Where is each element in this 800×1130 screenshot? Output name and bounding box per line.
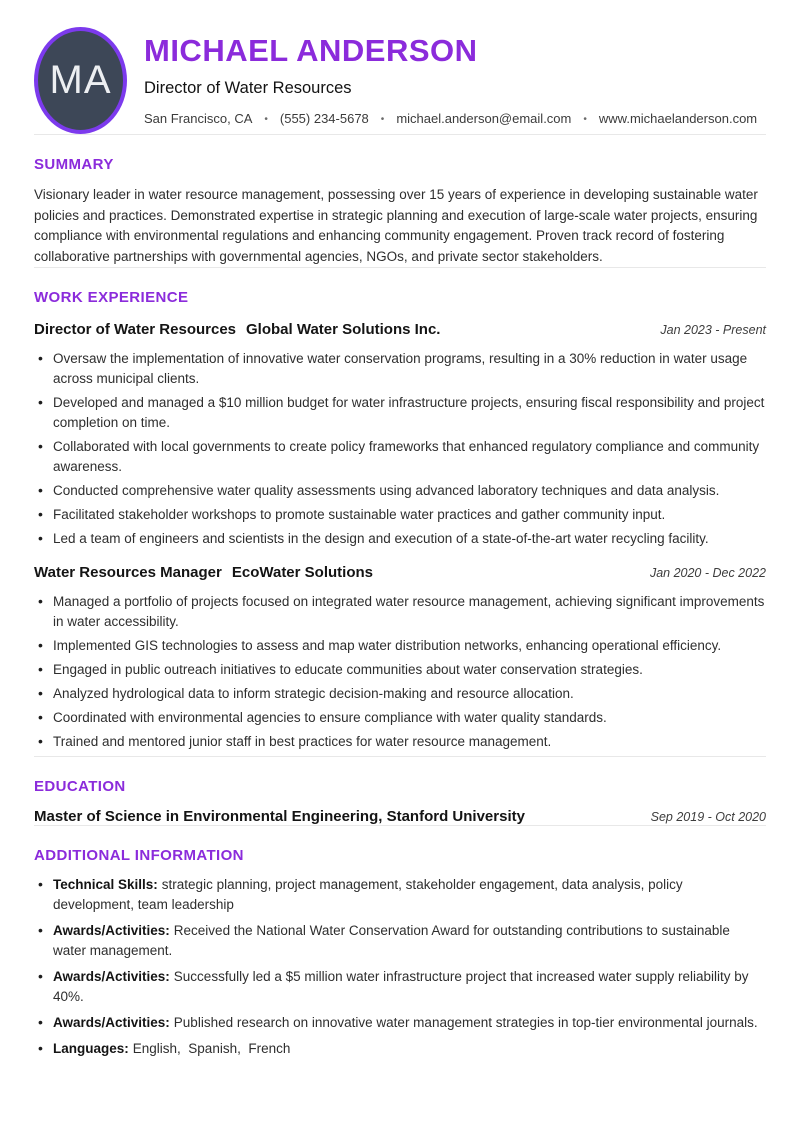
job-entry bbox=[34, 564, 766, 752]
education-dates: Sep 2019 - Oct 2020 bbox=[650, 810, 766, 824]
resume-header bbox=[34, 0, 766, 134]
contact-row bbox=[144, 111, 757, 126]
additional-info-list bbox=[34, 875, 766, 1059]
info-item-text: Successfully led a $5 million water infrastructure project that increased water supply reliability by 40%. bbox=[53, 969, 753, 1004]
job-bullet: • Developed and managed a $10 million budget for water infrastructure projects, ensuring fiscal responsibility and project completion on time. bbox=[34, 393, 766, 433]
summary-heading: SUMMARY bbox=[34, 156, 114, 173]
summary-section bbox=[34, 156, 766, 267]
contact-separator-icon: • bbox=[264, 114, 268, 126]
job-bullet: • Conducted comprehensive water quality assessments using advanced laboratory techniques and data analysis. bbox=[34, 481, 766, 501]
job-bullet: • Managed a portfolio of projects focused on integrated water resource management, achieving significant improvements in water accessibility. bbox=[34, 592, 766, 632]
job-bullet: • Engaged in public outreach initiatives to educate communities about water conservation strategies. bbox=[34, 660, 766, 680]
job-header bbox=[34, 321, 766, 339]
section-divider bbox=[34, 756, 766, 757]
section-divider bbox=[34, 825, 766, 826]
info-item-text: strategic planning, project management, stakeholder engagement, data analysis, policy development, team leadership bbox=[53, 877, 687, 912]
info-item-text: Received the National Water Conservation Award for outstanding contributions to sustainable water management. bbox=[53, 923, 734, 958]
education-heading: EDUCATION bbox=[34, 778, 126, 795]
job-title-company bbox=[34, 321, 440, 339]
info-item bbox=[34, 967, 766, 1007]
candidate-job-title: Director of Water Resources bbox=[144, 79, 352, 98]
candidate-name: MICHAEL ANDERSON bbox=[144, 33, 478, 68]
job-bullet: • Implemented GIS technologies to assess and map water distribution networks, enhancing operational efficiency. bbox=[34, 636, 766, 656]
job-bullet: • Oversaw the implementation of innovative water conservation programs, resulting in a 30% reduction in water usage across municipal clients. bbox=[34, 349, 766, 389]
info-item-label: Awards/Activities: bbox=[53, 923, 170, 938]
avatar-initials: MA bbox=[49, 58, 112, 102]
job-bullet: • Facilitated stakeholder workshops to promote sustainable water practices and gather community input. bbox=[34, 505, 766, 525]
additional-information-heading: ADDITIONAL INFORMATION bbox=[34, 847, 244, 864]
info-item bbox=[34, 921, 766, 961]
job-bullet-list bbox=[34, 592, 766, 752]
education-entry bbox=[34, 808, 766, 825]
contact-phone: (555) 234-5678 bbox=[279, 111, 369, 127]
job-header bbox=[34, 564, 766, 582]
job-dates: Jan 2020 - Dec 2022 bbox=[649, 566, 766, 580]
info-item-text: Published research on innovative water management strategies in top-tier environmental journals. bbox=[173, 1015, 758, 1030]
job-bullet: • Collaborated with local governments to create policy frameworks that enhanced regulatory compliance and community awareness. bbox=[34, 437, 766, 477]
job-entry bbox=[34, 321, 766, 549]
avatar bbox=[34, 27, 127, 134]
education-section bbox=[34, 778, 766, 825]
job-bullet: • Analyzed hydrological data to inform strategic decision-making and resource allocation. bbox=[34, 684, 766, 704]
job-bullet: • Coordinated with environmental agencies to ensure compliance with water quality standards. bbox=[34, 708, 766, 728]
info-item-label: Technical Skills: bbox=[53, 877, 158, 892]
contact-separator-icon: • bbox=[583, 114, 587, 126]
info-item-label: Awards/Activities: bbox=[53, 1015, 170, 1030]
job-title-company bbox=[34, 564, 373, 582]
section-divider bbox=[34, 134, 766, 135]
contact-website: www.michaelanderson.com bbox=[598, 111, 758, 127]
info-item-text: English, Spanish, French bbox=[132, 1041, 291, 1056]
summary-text: Visionary leader in water resource management, possessing over 15 years of experience in developing sustainable water policies and practices. Demonstrated expertise in strategic planning and execution of large-scale water projects, ensuring compliance with environmental regulations and enhancing community engagement. Proven track record of fostering collaborative partnerships with governmental agencies, NGOs, and private sector stakeholders. bbox=[34, 187, 758, 264]
job-bullet: • Led a team of engineers and scientists in the design and execution of a state-of-the-art water recycling facility. bbox=[34, 529, 766, 549]
education-degree: Master of Science in Environmental Engineering, Stanford University bbox=[34, 808, 525, 825]
job-title: Water Resources Manager bbox=[34, 564, 222, 581]
additional-information-section bbox=[34, 847, 766, 1059]
info-item bbox=[34, 875, 766, 915]
job-dates: Jan 2023 - Present bbox=[660, 323, 766, 337]
section-divider bbox=[34, 267, 766, 268]
job-bullet-list bbox=[34, 349, 766, 549]
info-item bbox=[34, 1039, 766, 1059]
job-bullet: • Trained and mentored junior staff in best practices for water resource management. bbox=[34, 732, 766, 752]
job-company: EcoWater Solutions bbox=[231, 564, 373, 581]
job-company: Global Water Solutions Inc. bbox=[246, 321, 441, 338]
header-text-block bbox=[144, 27, 757, 134]
contact-location: San Francisco, CA bbox=[144, 111, 253, 127]
contact-email: michael.anderson@email.com bbox=[396, 111, 572, 127]
info-item-label: Awards/Activities: bbox=[53, 969, 170, 984]
work-experience-heading: WORK EXPERIENCE bbox=[34, 289, 189, 306]
work-experience-section bbox=[34, 289, 766, 752]
info-item-label: Languages: bbox=[53, 1041, 129, 1056]
job-title: Director of Water Resources bbox=[34, 321, 237, 338]
contact-separator-icon: • bbox=[380, 114, 385, 126]
info-item bbox=[34, 1013, 766, 1033]
